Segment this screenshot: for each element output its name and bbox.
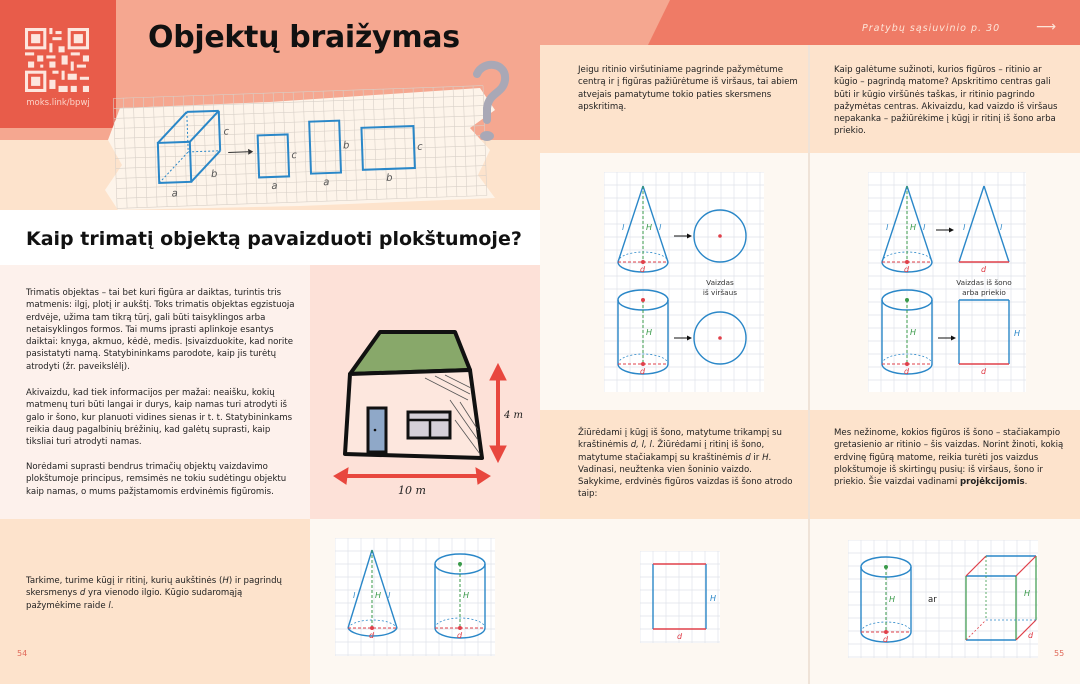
svg-text:d: d [904,265,910,274]
svg-text:l: l [923,223,926,232]
cube-label-b: b [210,168,218,181]
projections-paragraph: Mes nežinome, kokios figūros iš šono – stačiakampio gretasienio ar ritinio – šis vaizdas. Norint žinoti, kokią erdvinę figūrą matome, reikia turėti jos vaizdus plokštumoje iš skirtingų pusių: iš viršaus, šono ir priekio. Šie vaizdai vadinami projėkcijomis. [834,428,1064,488]
svg-text:H: H [1024,589,1031,598]
top-label-b: b [386,172,393,185]
top-view-caption-line-1: Vaizdas [706,278,734,287]
svg-text:d: d [677,632,683,641]
side-view-rectangle-figure [640,551,720,643]
top-view-paragraph: Jeigu ritinio viršutiniame pagrinde pažymėtume centrą ir į figūras pažiūrėtume iš viršaus, tai abiem atvejais pamatytume tokio paties skersmens apskritimą. [578,65,798,112]
svg-text:H: H [646,223,653,232]
svg-text:l: l [353,591,356,600]
page-number-left: 54 [17,649,28,658]
house-door [368,408,386,452]
svg-text:d: d [981,265,987,274]
question-mark-icon [465,58,515,148]
svg-text:d: d [640,265,646,274]
svg-text:H: H [463,591,470,600]
column-divider [808,45,810,684]
house-roof [350,332,470,374]
svg-text:l: l [1000,223,1003,232]
svg-text:l: l [659,223,662,232]
header-slant [540,0,680,45]
svg-text:d: d [369,631,375,640]
svg-text:H: H [910,328,917,337]
svg-text:H: H [646,328,653,337]
top-label-c: c [416,141,423,153]
svg-text:d: d [981,367,987,376]
cone-cylinder-paragraph: Tarkime, turime kūgį ir ritinį, kurių aukštinės (H) ir pagrindų skersmenys d yra vienodo ilgio. Kūgio sudaromąją pažymėkime raide l. [26,576,282,611]
page-number-right: 55 [1054,649,1065,658]
section-heading: Kaip trimatį objektą pavaizduoti plokštumoje? [26,228,522,250]
svg-text:d: d [904,367,910,376]
svg-text:H: H [710,594,717,603]
svg-text:H: H [889,595,896,604]
svg-text:l: l [963,223,966,232]
cone-and-cylinder-figure [335,538,495,656]
side-view-caption-line-2: arba priekio [962,288,1006,297]
question-paragraph: Kaip galėtume sužinoti, kurios figūros – ritinio ar kūgio – pagrindą matome? Apskritimo centras gali būti ir kūgio viršūnės taškas, ir ritinio pagrindo pažymėtas centras. Akivaizdu, kad vaizdo iš viršaus nepakanka – pažiūrėkime į kūgį ir ritinį iš šono arba priekio. [834,65,1058,137]
page-title: Objektų braižymas [148,20,460,55]
side-label-a: a [323,176,330,189]
qr-link[interactable]: moks.link/bpwj [26,98,90,108]
side-view-figure [868,172,1026,392]
or-label: ar [928,595,937,605]
intro-paragraph-3: Norėdami suprasti bendrus trimačių objektų vaizdavimo plokštumoje principus, remsimės ne tokiu sudėtingu objektu kaip namas, o mums pažįstamomis erdvinėmis figūromis. [26,462,287,497]
cube-label-c: c [223,126,230,138]
intro-paragraph-2: Akivaizdu, kad tiek informacijos per mažai: neaišku, kokių matmenų turi būti langai ir durys, kaip namas turi atrodyti iš galo ir šono, kur planuoti vidines sienas ir t. t. Statybininkams reikia daug pagalbinių brėžinių, kad galėtų suprasti, kaip tiksliai turi atrodyti namas. [26,388,293,448]
workbook-link[interactable]: Pratybų sąsiuvinio p. 30 [862,23,1001,34]
svg-text:l: l [388,591,391,600]
svg-text:H: H [1014,329,1021,338]
qr-code-icon[interactable] [25,28,89,92]
house-illustration [320,290,530,500]
side-view-paragraph: Žiūrėdami į kūgį iš šono, matytume trikampį su kraštinėmis d, l, l. Žiūrėdami į ritinį iš šono, matytume stačiakampį su kraštinėmis d ir H. Vadinasi, neužtenka vien šoninio vaizdo. Sakykime, erdvinės figūros vaizdas iš šono atrodo taip: [578,428,793,500]
front-label-a: a [271,180,278,193]
svg-text:d: d [1028,631,1034,640]
svg-text:H: H [375,591,382,600]
top-view-caption-line-2: iš viršaus [702,288,738,297]
house-height-label: 4 m [504,410,524,421]
cube-label-a: a [171,188,178,200]
svg-text:H: H [910,223,917,232]
front-label-c: c [291,150,298,162]
svg-text:l: l [622,223,625,232]
side-label-b: b [342,140,350,152]
svg-text:d: d [640,367,646,376]
top-view-figure [604,172,764,392]
house-width-label: 10 m [398,484,426,497]
arrow-right-icon[interactable]: ⟶ [1036,19,1057,35]
svg-text:l: l [886,223,889,232]
svg-text:d: d [883,635,889,644]
svg-text:d: d [457,631,463,640]
side-view-caption-line-1: Vaizdas iš šono [956,278,1012,287]
grid-paper-cube-illustration [100,80,500,210]
intro-paragraph-1: Trimatis objektas – tai bet kuri figūra ar daiktas, turintis tris matmenis: ilgį, plotį ir aukštį. Toks trimatis objektas egzistuoja erdvėje, užima tam tikrą tūrį, gali būti taisyklingos arba netaisyklingos formos. Tai mums įprasti aplinkoje esantys daiktai: knyga, akmuo, kėdė, medis. Įsivaizduokite, kad norite pasistatyti namą. Statybininkams parodote, kaip jis turėtų atrodyti (žr. paveikslėlį). [26,288,295,372]
cylinder-or-box-figure [848,540,1038,658]
